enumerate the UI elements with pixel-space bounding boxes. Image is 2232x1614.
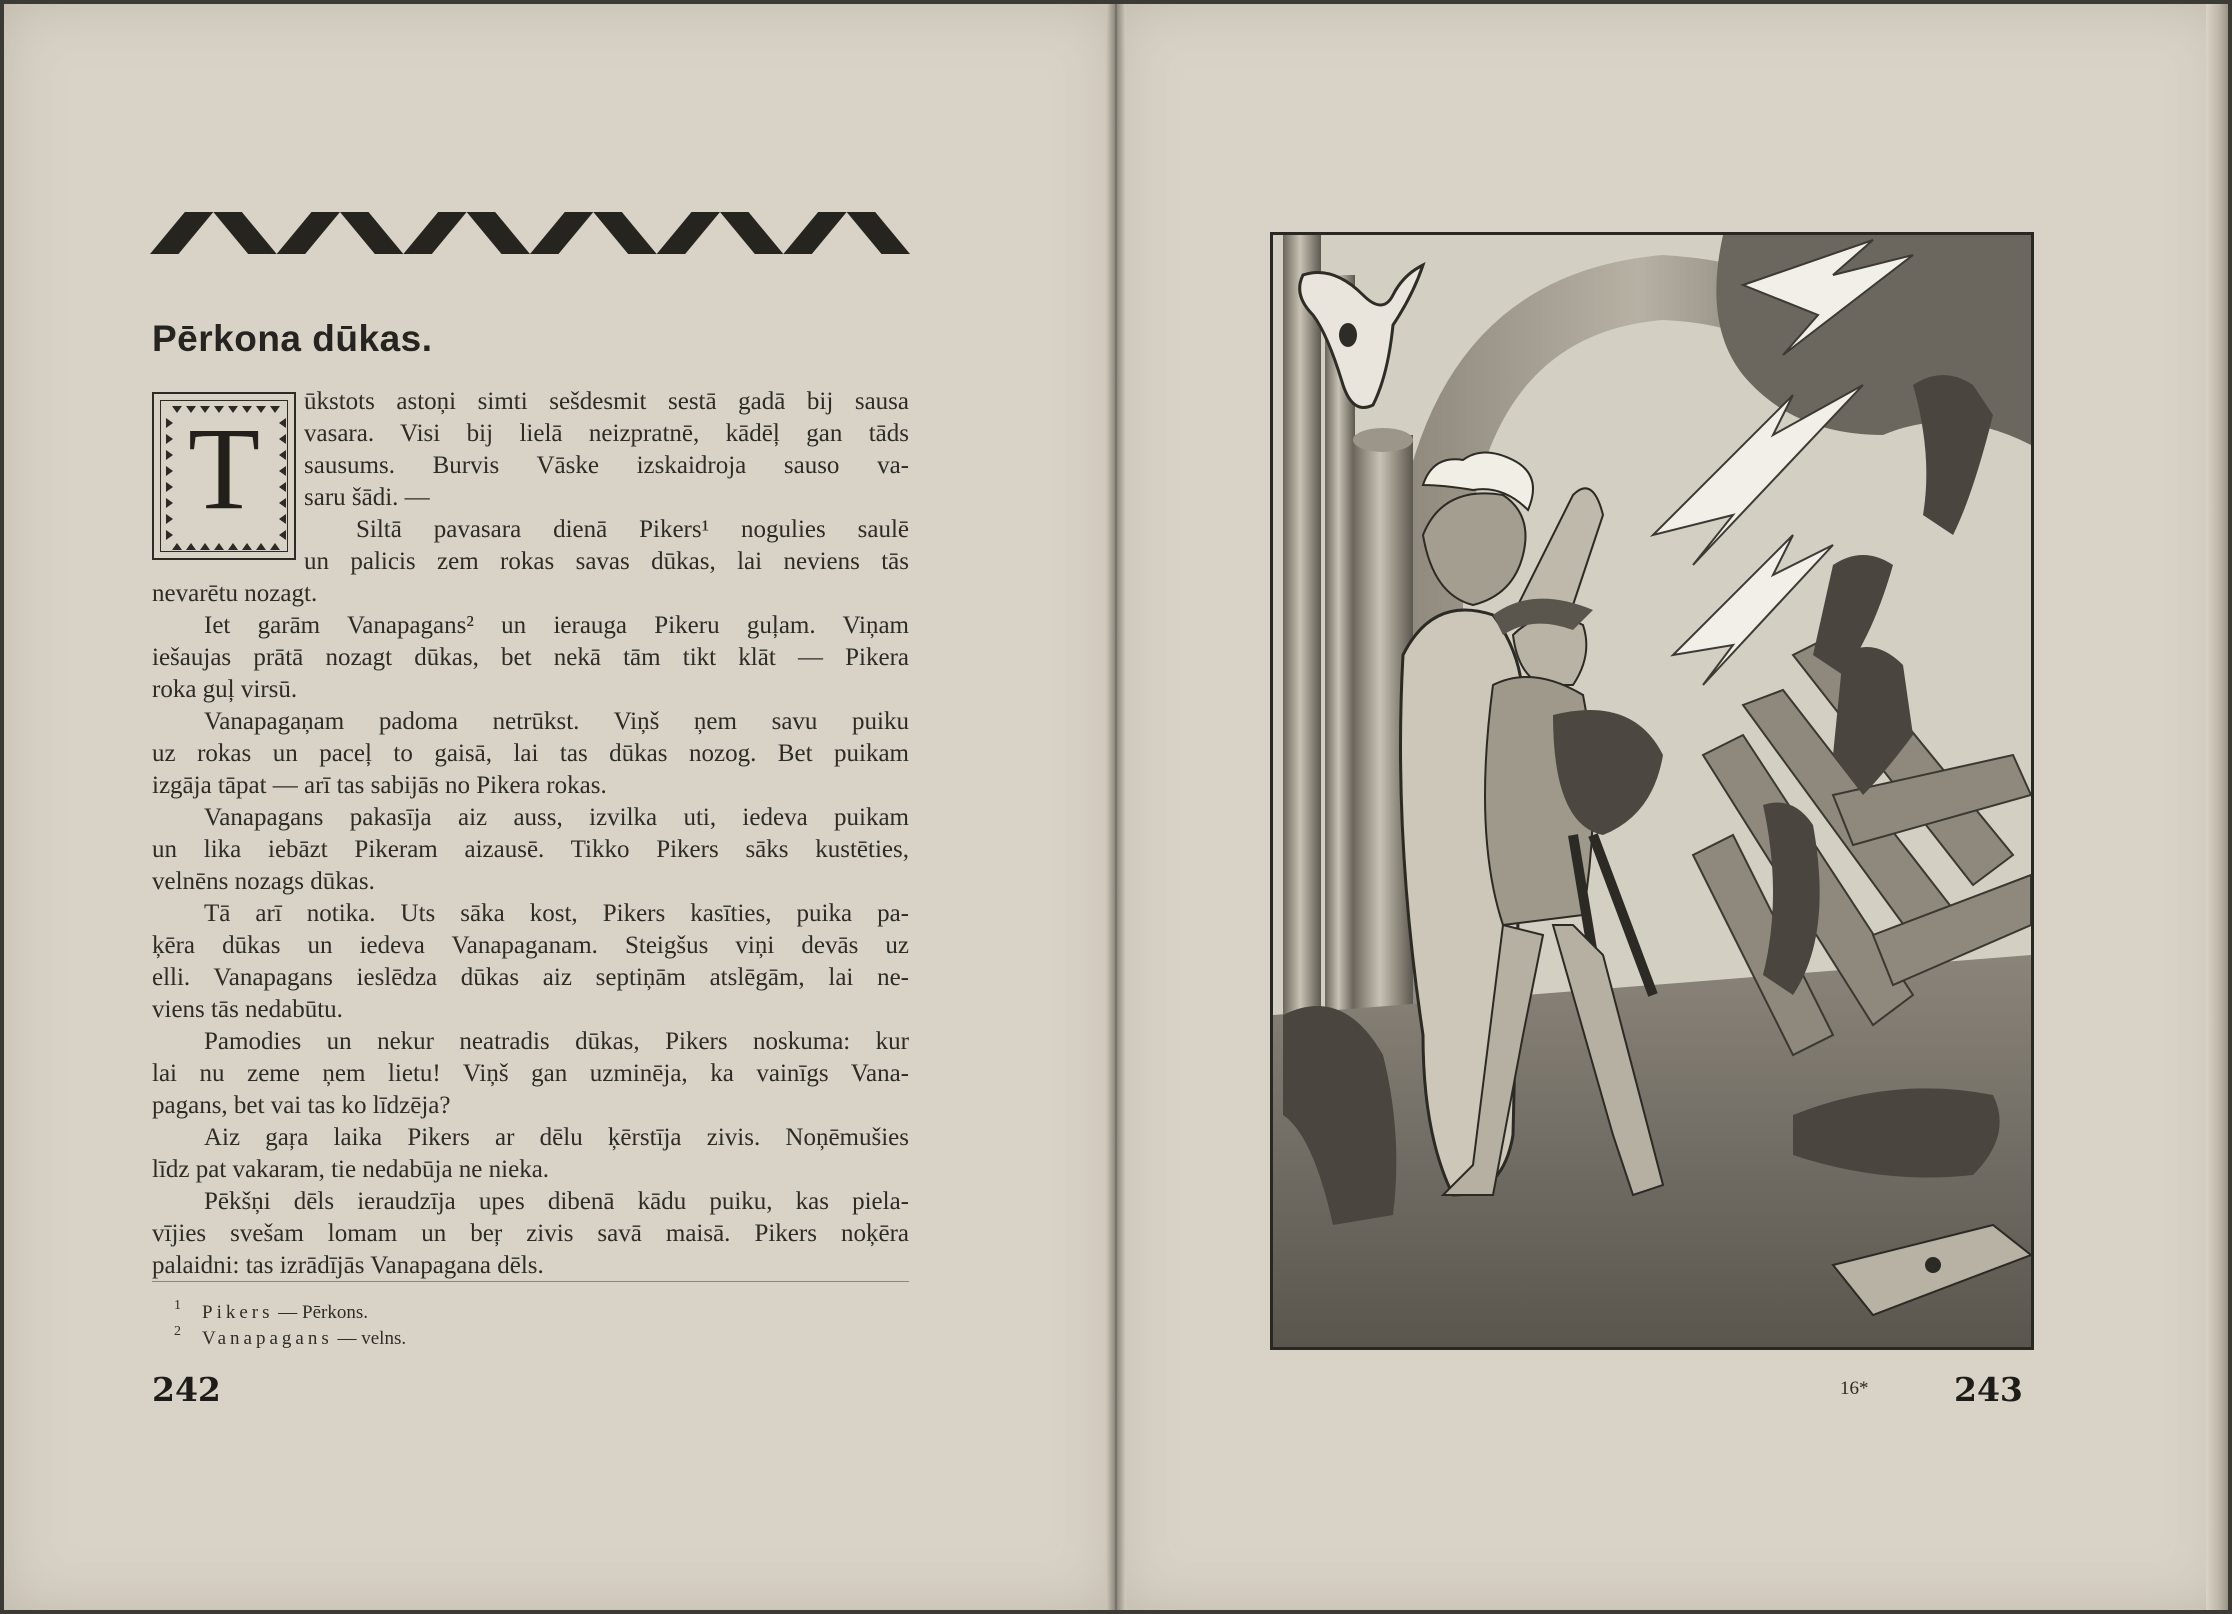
footnote-mark: 2 <box>174 1324 181 1339</box>
zigzag-segment <box>593 212 656 254</box>
footnote-term: Vanapagans <box>202 1328 333 1349</box>
printer-signature: 16* <box>1840 1378 1869 1399</box>
drop-cap-letter: T <box>187 403 261 534</box>
text-line: saru šādi. — <box>304 484 430 511</box>
illustration-artwork <box>1273 235 2031 1347</box>
text-line: ūkstots astoņi simti sešdesmit sestā gadā bij sausa <box>304 388 909 415</box>
text-line: velnēns nozags dūkas. <box>152 868 375 895</box>
text-line: līdz pat vakaram, tie nedabūja ne nieka. <box>152 1156 550 1183</box>
footnote-mark: 1 <box>174 1298 181 1313</box>
text-line: Siltā pavasara dienā Pikers¹ nogulies saulē <box>356 516 909 543</box>
text-line: viens tās nedabūtu. <box>152 996 343 1023</box>
text-line: lai nu zeme ņem lietu! Viņš gan uzminēja, ka vainīgs Vana- <box>152 1060 909 1087</box>
text-line: un palicis zem rokas savas dūkas, lai neviens tās <box>304 548 909 575</box>
footnote-term: Pikers <box>202 1302 274 1323</box>
zigzag-segment <box>213 212 276 254</box>
zigzag-segment <box>340 212 403 254</box>
zigzag-segment <box>467 212 530 254</box>
text-line: Vanapagans pakasīja aiz auss, izvilka uti, iedeva puikam <box>204 804 909 831</box>
footnote-divider <box>152 1281 909 1282</box>
text-line: sausums. Burvis Vāske izskaidroja sauso va- <box>304 452 909 479</box>
zigzag-segment <box>277 212 340 254</box>
illustration <box>1270 232 2034 1350</box>
column-top <box>1353 428 1413 452</box>
zigzag-segment <box>847 212 910 254</box>
text-line: Vanapagaņam padoma netrūkst. Viņš ņem savu puiku <box>204 708 909 735</box>
footnote-definition: — Pērkons. <box>273 1302 368 1323</box>
book-gutter <box>1106 4 1126 1610</box>
story-title: Pērkona dūkas. <box>152 318 433 359</box>
text-line: Tā arī notika. Uts sāka kost, Pikers kasīties, puika pa- <box>204 900 909 927</box>
text-line: izgāja tāpat — arī tas sabijās no Pikera rokas. <box>152 772 607 799</box>
page-number-left: 242 <box>152 1370 221 1409</box>
footnote <box>174 1324 407 1350</box>
text-line: nevarētu nozagt. <box>152 580 318 607</box>
text-line: Pamodies un nekur neatradis dūkas, Pikers noskuma: kur <box>204 1028 909 1055</box>
text-line: pagans, bet vai tas ko līdzēja? <box>152 1092 451 1119</box>
zigzag-segment <box>150 212 213 254</box>
zigzag-segment <box>657 212 720 254</box>
zigzag-segment <box>783 212 846 254</box>
text-line: uz rokas un paceļ to gaisā, lai tas dūkas nozog. Bet puikam <box>152 740 909 767</box>
footnote-definition: — velns. <box>332 1328 407 1349</box>
footnote <box>174 1298 368 1324</box>
text-line: vījies svešam lomam un beŗ zivis savā maisā. Pikers noķēra <box>152 1220 909 1247</box>
text-line: iešaujas prātā nozagt dūkas, bet nekā tām tikt klāt — Pikera <box>152 644 909 671</box>
page-number-right: 243 <box>1954 1370 2023 1409</box>
text-line: ķēra dūkas un iedeva Vanapaganam. Steigšus viņi devās uz <box>152 932 909 959</box>
text-line: Iet garām Vanapagans² un ierauga Pikeru guļam. Viņam <box>204 612 909 639</box>
page-edge <box>2206 4 2228 1610</box>
text-line: Aiz gaŗa laika Pikers ar dēlu ķērstīja zivis. Noņēmušies <box>204 1124 909 1151</box>
text-line: vasara. Visi bij lielā neizpratnē, kādēļ gan tāds <box>304 420 909 447</box>
zigzag-segment <box>720 212 783 254</box>
zigzag-segment <box>403 212 466 254</box>
zigzag-segment <box>530 212 593 254</box>
text-line: palaidni: tas izrādījās Vanapagana dēls. <box>152 1252 544 1279</box>
text-line: roka guļ virsū. <box>152 676 298 703</box>
zigzag-ornament <box>150 212 910 254</box>
story-text <box>152 386 909 1282</box>
text-line: elli. Vanapagans ieslēdza dūkas aiz septiņām atslēgām, lai ne- <box>152 964 909 991</box>
text-line: un lika iebāzt Pikeram aizausē. Tikko Pikers sāks kustēties, <box>152 836 909 863</box>
text-line: Pēkšņi dēls ieraudzīja upes dibenā kādu puiku, kas piela- <box>204 1188 909 1215</box>
